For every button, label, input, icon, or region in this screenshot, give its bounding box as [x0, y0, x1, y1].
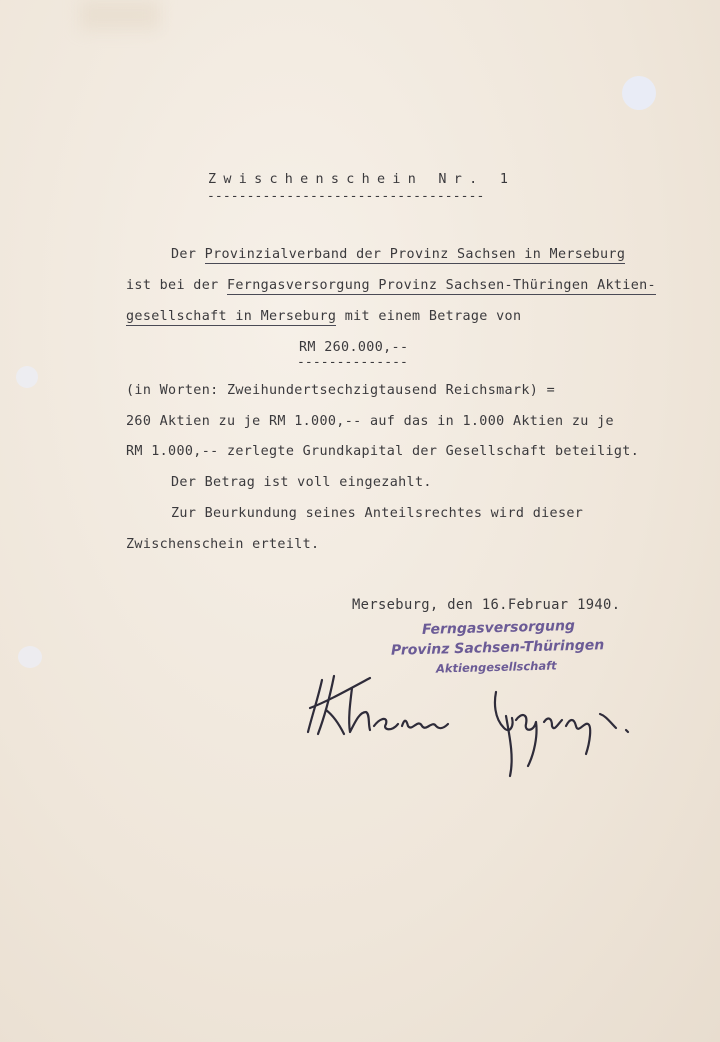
punch-hole	[18, 646, 42, 668]
document-title: Zwischenschein Nr. 1	[208, 172, 516, 187]
company-stamp-line1: Ferngasversorgung	[421, 618, 576, 638]
text: ist bei der	[126, 278, 227, 293]
signature-stroke	[374, 719, 398, 729]
punch-hole	[16, 366, 38, 388]
amount: RM 260.000,--	[299, 340, 409, 355]
signature-stroke	[600, 714, 616, 728]
text: mit einem Betrage von	[336, 309, 522, 324]
punch-hole	[622, 76, 656, 110]
para2-line1: (in Worten: Zweihundertsechzigtausend Reichsmark) =	[126, 383, 556, 398]
para4-line1: Zur Beurkundung seines Anteilsrechtes wird dieser	[171, 506, 584, 521]
signatures	[300, 668, 660, 788]
para3: Der Betrag ist voll eingezahlt.	[171, 475, 432, 490]
signature-stroke	[326, 710, 344, 734]
underlined-text: Provinzialverband der Provinz Sachsen in Merseburg	[204, 247, 626, 262]
signature-stroke	[544, 719, 562, 729]
para1-line2	[126, 277, 656, 295]
para1-line3	[126, 308, 521, 326]
para2-line2: 260 Aktien zu je RM 1.000,-- auf das in 1.000 Aktien zu je	[126, 414, 614, 429]
para1-line1	[171, 246, 625, 264]
signature-stroke	[566, 720, 590, 754]
text: Der	[171, 247, 205, 262]
signature-stroke	[402, 721, 448, 728]
signature-stroke	[506, 716, 512, 776]
underlined-text: gesellschaft in Merseburg	[126, 309, 337, 324]
signature-stroke	[349, 688, 370, 732]
title-rule: -----------------------------------	[207, 189, 485, 204]
para2-line3: RM 1.000,-- zerlegte Grundkapital der Gesellschaft beteiligt.	[126, 444, 640, 459]
para4-line2: Zwischenschein erteilt.	[126, 537, 320, 552]
signature-dot	[626, 730, 628, 732]
company-stamp-line2: Provinz Sachsen-Thüringen	[390, 637, 605, 659]
amount-rule: --------------	[297, 355, 408, 370]
signature-stroke	[495, 692, 513, 730]
underlined-text: Ferngasversorgung Provinz Sachsen-Thüringen Aktien-	[226, 278, 656, 293]
place-date: Merseburg, den 16.Februar 1940.	[352, 597, 621, 613]
company-stamp-line3: Aktiengesellschaft	[435, 658, 557, 676]
paper-stain	[80, 0, 160, 30]
signature-stroke	[516, 715, 537, 766]
